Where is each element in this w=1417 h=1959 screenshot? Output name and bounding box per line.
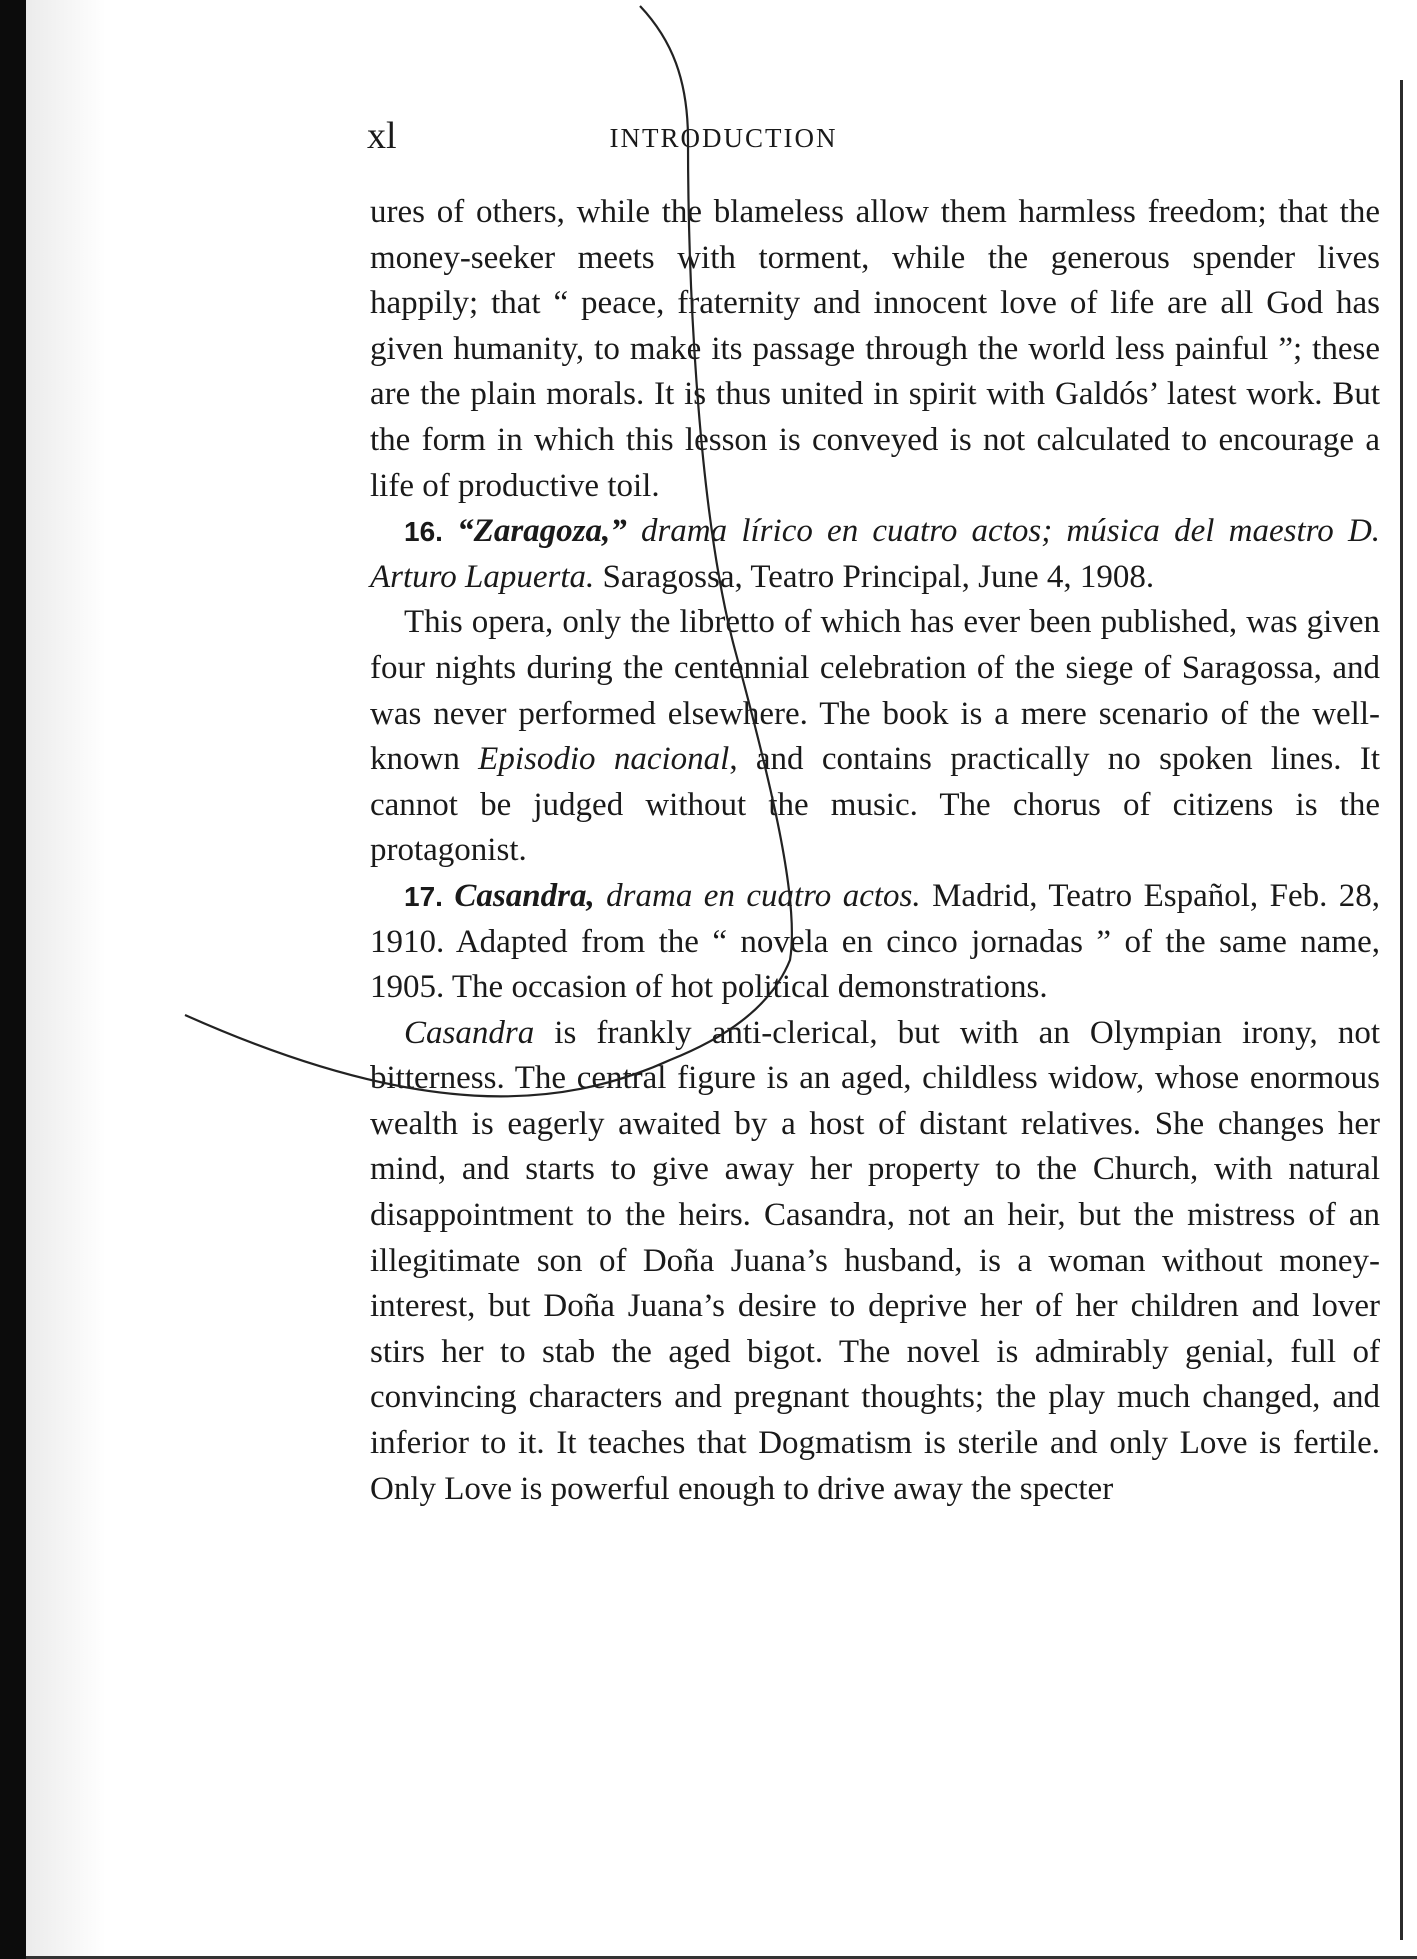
entry-17 [370,874,1380,1011]
entry-title: “Zaragoza,” [457,513,627,550]
gutter-shadow [26,0,106,1959]
entry-number: 16. [404,516,443,548]
entry-subtitle: drama lírico en cuatro actos; música del maestro D. Arturo Lapuerta. [370,513,1381,595]
entry-subtitle: drama en cuatro actos. [606,877,921,914]
running-title: INTRODUCTION [609,123,838,153]
paragraph-zaragoza [370,600,1380,874]
paragraph-casandra [370,1011,1380,1513]
entry-details: Madrid, Teatro Español, Feb. 28, 1910. Adapted from the “ novela en cinco jornadas ” of the same name, 1905. The occasion of hot political demonstrations. [370,877,1381,1006]
page-edge-right [1400,80,1403,1940]
paragraph-italic: Casandra [404,1014,535,1051]
page-body [370,190,1380,1512]
book-spine-shadow [0,0,26,1959]
page-number: xl [367,115,397,157]
entry-number: 17. [404,880,443,912]
entry-16 [370,509,1380,600]
paragraph-italic: Episodio nacional [478,741,730,778]
entry-title: Casandra, [454,877,595,914]
paragraph-text: is frankly anti-clerical, but with an Olympian irony, not bitterness. The central figure is an aged, childless widow, whose enormous wealth is eagerly awaited by a host of distant relatives. She changes her mind, and starts to give away her property to the Church, with natural disappointment to the heirs. Casandra, not an heir, but the mistress of an illegitimate son of Doña Juana’s husband, is a woman without money-interest, but Doña Juana’s desire to deprive her of her children and lover stirs her to stab the aged bigot. The novel is admirably genial, full of convincing characters and pregnant thoughts; the play much changed, and inferior to it. It teaches that Dogmatism is sterile and only Love is fertile. Only Love is powerful enough to drive away the specter [370,1014,1380,1507]
paragraph-text: This opera, only the libretto of which has ever been published, was given four nights during the centennial celebration of the siege of Saragossa, and was never performed elsewhere. The book is a mere scenario of the well-known [370,604,1380,778]
entry-details: Saragossa, Teatro Principal, June 4, 1908. [602,558,1155,595]
paragraph-text: , and contains practically no spoken lines. It cannot be judged without the music. The chorus of citizens is the protagonist. [370,741,1380,869]
paragraph-continuation: ures of others, while the blameless allow them harmless freedom; that the money-seeker meets with torment, while the generous spender lives happily; that “ peace, fraternity and innocent love of life are all God has given humanity, to make its passage through the world less painful ”; these are the plain morals. It is thus united in spirit with Galdós’ latest work. But the form in which this lesson is conveyed is not calculated to encourage a life of productive toil. [370,194,1380,504]
